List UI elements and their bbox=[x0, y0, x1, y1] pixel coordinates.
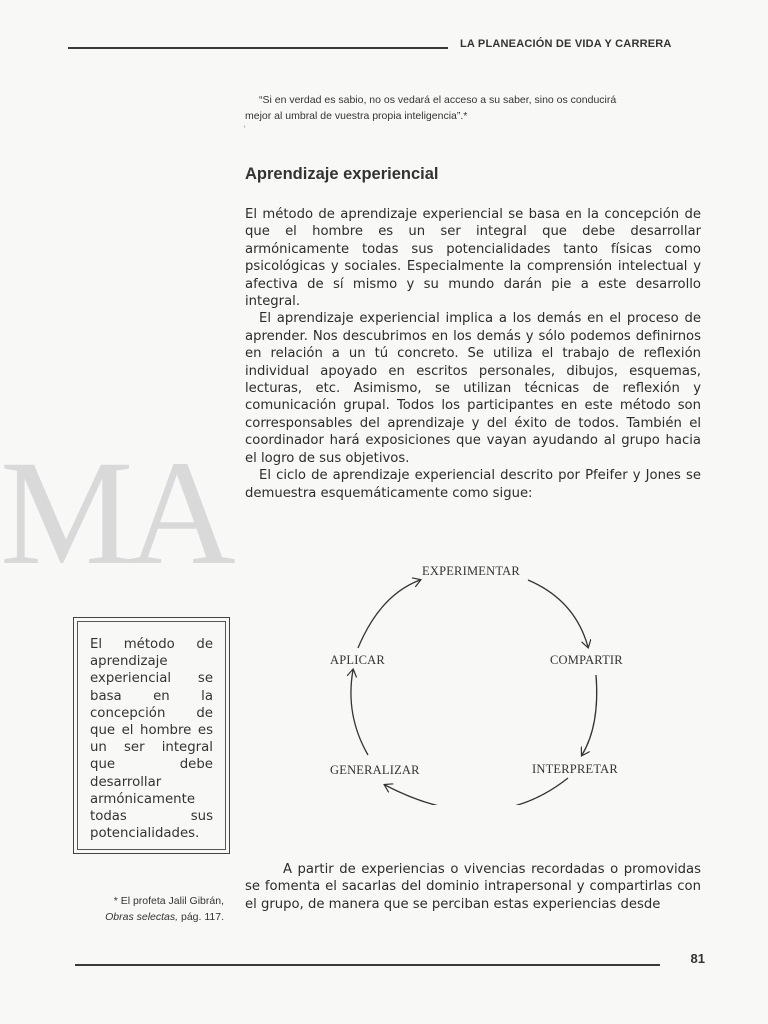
paragraph-2: El aprendizaje experiencial implica a los demás en el proceso de aprender. Nos descubrimos en los demás y sólo podemos definirnos en relación a un tú concreto. Se utiliza el trabajo de reflexión individual apoyado en escritos personales, dibujos, esquemas, lecturas, etc. Asimismo, se utilizan técnicas de reflexión y comunicación grupal. Todos los participantes en este método son corresponsables del aprendizaje y del éxito de todos. También el coordinador hará exposiciones que vayan ayudando al grupo hacia el logro de sus objetivos. bbox=[245, 311, 701, 466]
footnote-page: pág. 117. bbox=[178, 911, 224, 923]
footnote-source bbox=[74, 909, 224, 925]
arrow-experimentar-to-compartir bbox=[528, 580, 588, 647]
paragraph-4: A partir de experiencias o vivencias recordadas o promovidas se fomenta el sacarlas del dominio intrapersonal y compartirlas con el grupo, de manera que se perciban estas experiencias desde bbox=[245, 862, 701, 912]
watermark: MA bbox=[0, 430, 230, 596]
page-number: 81 bbox=[690, 951, 705, 966]
stage-generalizar: GENERALIZAR bbox=[330, 763, 420, 777]
footnote-work: Obras selectas, bbox=[105, 911, 179, 923]
stage-compartir: COMPARTIR bbox=[550, 653, 623, 667]
arrow-generalizar-to-aplicar bbox=[351, 670, 368, 755]
epigraph-line-1: “Si en verdad es sabio, no os vedará el acceso a su saber, sino os conducirá bbox=[259, 94, 617, 106]
epigraph-line-2: mejor al umbral de vuestra propia inteligencia”.* bbox=[245, 110, 468, 122]
footnote bbox=[74, 893, 224, 925]
stage-experimentar: EXPERIMENTAR bbox=[422, 564, 520, 578]
arrow-compartir-to-interpretar bbox=[582, 675, 597, 755]
epigraph bbox=[245, 92, 705, 124]
stray-mark: ʼ bbox=[243, 124, 246, 134]
pull-quote-box bbox=[73, 617, 230, 854]
footer-rule bbox=[75, 964, 660, 966]
experiential-cycle-diagram bbox=[300, 555, 660, 805]
header-rule bbox=[68, 47, 448, 49]
footnote-author: * El profeta Jalil Gibrán, bbox=[113, 895, 224, 907]
stage-interpretar: INTERPRETAR bbox=[532, 762, 618, 776]
pull-quote-text: El método de aprendizaje experiencial se basa en la concepción de que el hombre es un ser integral que debe desarrollar armónicamente todas sus potencialidades. bbox=[77, 621, 226, 850]
section-title: Aprendizaje experiencial bbox=[245, 165, 439, 183]
body-text bbox=[245, 206, 701, 502]
paragraph-1: El método de aprendizaje experiencial se basa en la concepción de que el hombre es un ser integral que debe desarrollar armónicamente todas sus potencialidades tanto físicas como psicológicas y sociales. Especialmente la comprensión intelectual y afectiva de sí mismo y su mundo darán pie a este desarrollo integral. bbox=[245, 207, 701, 310]
stage-aplicar: APLICAR bbox=[330, 653, 385, 667]
arrow-interpretar-to-generalizar bbox=[385, 778, 568, 805]
continuation-text bbox=[245, 861, 701, 913]
arrow-aplicar-to-experimentar bbox=[358, 580, 420, 648]
paragraph-3: El ciclo de aprendizaje experiencial descrito por Pfeifer y Jones se demuestra esquemáticamente como sigue: bbox=[245, 468, 701, 501]
running-title: LA PLANEACIÓN DE VIDA Y CARRERA bbox=[460, 38, 672, 50]
